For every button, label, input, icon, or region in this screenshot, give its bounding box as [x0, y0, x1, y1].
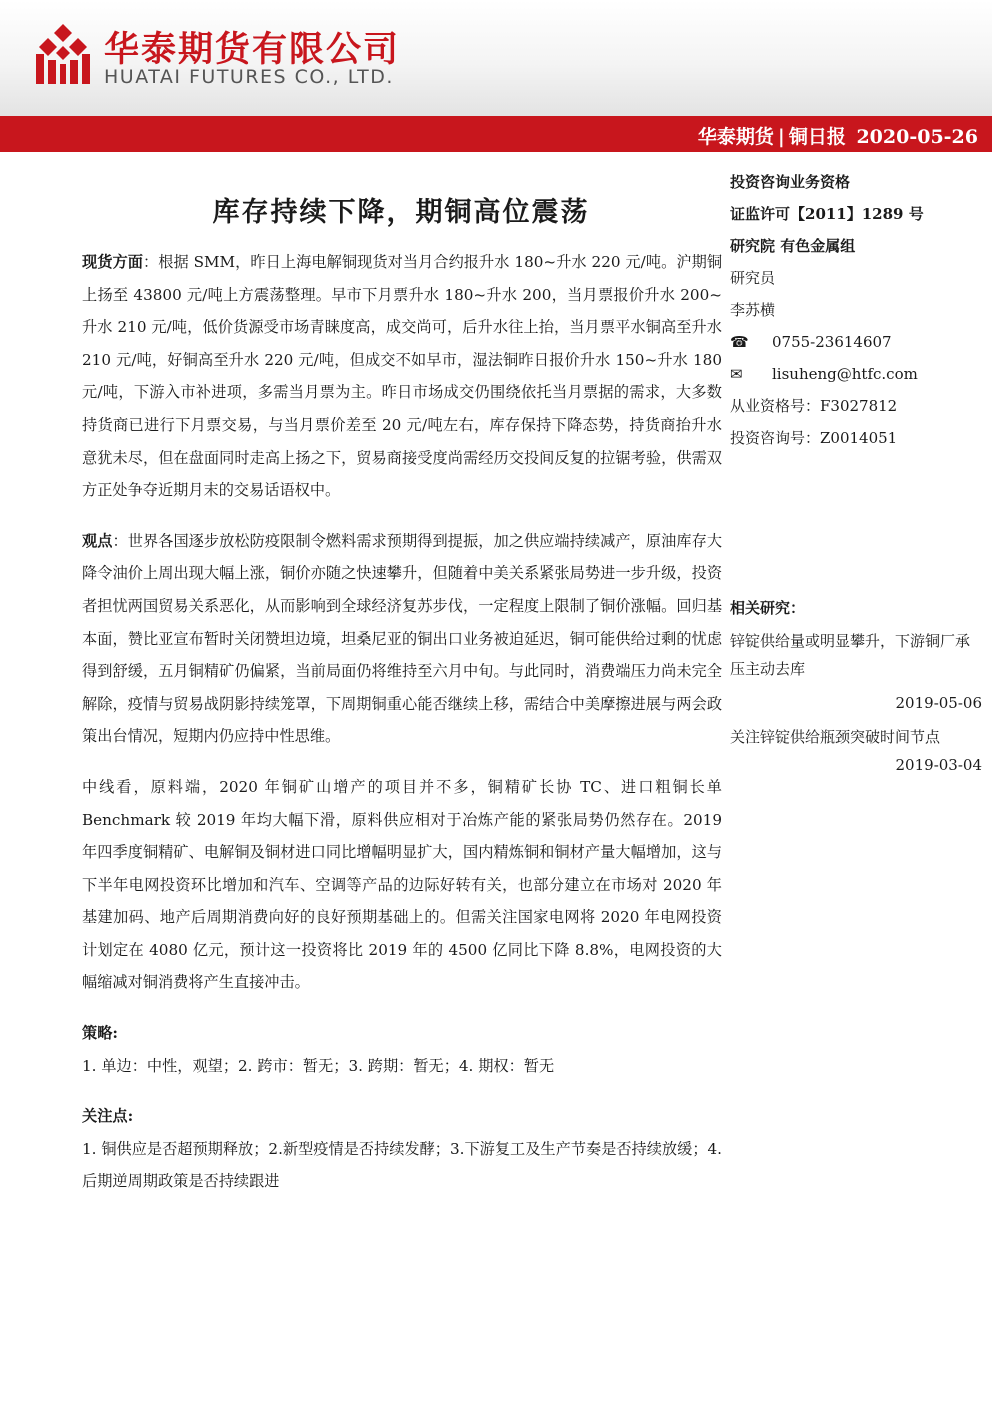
related-research-title: 相关研究： — [730, 599, 806, 617]
focus-text: 1. 铜供应是否超预期释放；2.新型疫情是否持续发酵；3.下游复工及生产节奏是否持续放缓；4. 后期逆周期政策是否持续跟进 — [82, 1139, 722, 1191]
sidebar — [730, 166, 980, 454]
analyst-name: 李苏横 — [730, 301, 776, 319]
institute: 研究院 有色金属组 — [730, 237, 856, 255]
related-item-title[interactable]: 关注锌锭供给瓶颈突破时间节点 — [730, 728, 941, 746]
spot-label: 现货方面 — [82, 253, 143, 271]
spot-text: ：根据 SMM，昨日上海电解铜现货对当月合约报升水 180~升水 220 元/吨。沪期铜上扬至 43800 元/吨上方震荡整理。早市下月票升水 180~升水 200，当月票报价升水 200~升水 210 元/吨，低价货源受市场青睐度高，成交尚可，后升水往上抬，当月票平水铜高至升水 210 元/吨，好铜高至升水 220 元/吨，但成交不如早市，湿法铜昨日报价升水 150~升水 180 元/吨，下游入市补进项，多需当月票为主。昨日市场成交仍围绕依托当月票据的需求，大多数持货商已进行下月票交易，与当月票价差至 20 元/吨左右，库存保持下降态势，持货商抬升水意犹未尽，但在盘面同时走高上扬之下，贸易商接受度尚需经历交投间反复的拉锯考验，供需双方正处争夺近期月末的交易话语权中。 — [82, 253, 723, 500]
related-item-title[interactable]: 锌锭供给量或明显攀升，下游铜厂承压主动去库 — [730, 632, 971, 678]
phone-row — [730, 326, 980, 358]
report-bar — [0, 116, 992, 152]
telephone-icon: ☎ — [730, 333, 749, 351]
phone-number: 0755-23614607 — [772, 333, 892, 351]
focus-heading: 关注点: — [82, 1107, 134, 1126]
report-title: 库存持续下降，期铜高位震荡 — [212, 197, 590, 228]
related-item-date: 2019-05-06 — [895, 694, 982, 712]
huatai-logo-icon — [34, 22, 92, 86]
strategy-text: 1. 单边：中性，观望；2. 跨市：暂无；3. 跨期：暂无；4. 期权：暂无 — [82, 1056, 555, 1075]
view-paragraph — [82, 525, 722, 753]
company-name-en: HUATAI FUTURES CO., LTD. — [104, 66, 394, 88]
report-separator: | — [777, 126, 785, 148]
practice-number: 从业资格号：F3027812 — [730, 397, 898, 415]
email-row — [730, 358, 980, 390]
report-source: 华泰期货 — [697, 126, 774, 148]
report-date: 2020-05-26 — [856, 126, 978, 148]
strategy-heading: 策略: — [82, 1024, 118, 1043]
analyst-role: 研究员 — [730, 269, 776, 287]
header-band — [0, 0, 992, 116]
midline-paragraph: 中线看，原料端，2020 年铜矿山增产的项目并不多，铜精矿长协 TC、进口粗铜长单 Benchmark 较 2019 年均大幅下滑，原料供应相对于冶炼产能的紧张局势仍然存在。2019 年四季度铜精矿、电解铜及铜材进口同比增幅明显扩大，国内精炼铜和铜材产量大幅增加，这与下半年电网投资环比增加和汽车、空调等产品的边际好转有关，也部分建立在市场对 2020 年基建加码、地产后周期消费向好的良好预期基础上的。但需关注国家电网将 2020 年电网投资计划定在 4080 亿元，预计这一投资将比 2019 年的 4500 亿同比下降 8.8%，电网投资的大幅缩减对铜消费将产生直接冲击。 — [82, 777, 722, 992]
consult-number: 投资咨询号：Z0014051 — [730, 429, 898, 447]
email-address[interactable]: lisuheng@htfc.com — [772, 365, 918, 383]
related-item-date: 2019-03-04 — [895, 756, 982, 774]
qualification: 投资咨询业务资格 — [730, 173, 851, 191]
company-name-cn: 华泰期货有限公司 — [104, 30, 401, 70]
license-number: 证监许可【2011】1289 号 — [730, 205, 924, 223]
envelope-icon: ✉ — [730, 365, 743, 383]
report-type: 铜日报 — [788, 126, 846, 148]
view-text: ：世界各国逐步放松防疫限制令燃料需求预期得到提振，加之供应端持续减产，原油库存大降令油价上周出现大幅上涨，铜价亦随之快速攀升，但随着中美关系紧张局势进一步升级，投资者担忧两国贸易关系恶化，从而影响到全球经济复苏步伐，一定程度上限制了铜价涨幅。回归基本面，赞比亚宣布暂时关闭赞坦边境，坦桑尼亚的铜出口业务被迫延迟，铜可能供给过剩的忧虑得到舒缓，五月铜精矿仍偏紧，当前局面仍将维持至六月中旬。与此同时，消费端压力尚未完全解除，疫情与贸易战阴影持续笼罩，下周期铜重心能否继续上移，需结合中美摩擦进展与两会政策出台情况，短期内仍应持中性思维。 — [82, 531, 723, 746]
view-label: 观点 — [82, 531, 113, 550]
spot-paragraph — [82, 246, 722, 507]
related-research-list — [730, 627, 982, 779]
main-body — [82, 246, 722, 1216]
report-bar-text — [696, 122, 980, 149]
